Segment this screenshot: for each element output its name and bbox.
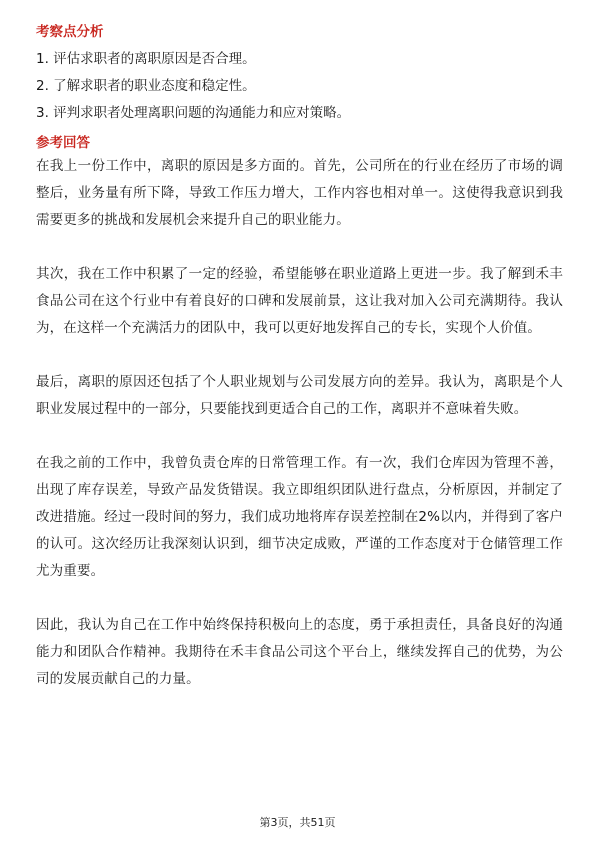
page-footer: 第3页，共51页 [259, 816, 336, 829]
list-item: 2. 了解求职者的职业态度和稳定性。 [36, 78, 256, 94]
section-heading-answer: 参考回答 [36, 135, 90, 151]
paragraph: 其次，我在工作中积累了一定的经验，希望能够在职业道路上更进一步。我了解到禾丰食品公司在这个行业中有着良好的口碑和发展前景，这让我对加入公司充满期待。我认为，在这样一个充满活力的团队中，我可以更好地发挥自己的专长，实现个人价值。 [36, 266, 563, 336]
page-content [36, 22, 563, 693]
section-heading-points: 考察点分析 [36, 24, 104, 40]
paragraph: 最后，离职的原因还包括了个人职业规划与公司发展方向的差异。我认为，离职是个人职业发展过程中的一部分，只要能找到更适合自己的工作，离职并不意味着失败。 [36, 374, 563, 417]
paragraph: 因此，我认为自己在工作中始终保持积极向上的态度，勇于承担责任，具备良好的沟通能力和团队合作精神。我期待在禾丰食品公司这个平台上，继续发挥自己的优势，为公司的发展贡献自己的力量。 [36, 617, 563, 687]
list-item: 3. 评判求职者处理离职问题的沟通能力和应对策略。 [36, 105, 351, 121]
paragraph: 在我之前的工作中，我曾负责仓库的日常管理工作。有一次，我们仓库因为管理不善，出现了库存误差，导致产品发货错误。我立即组织团队进行盘点，分析原因，并制定了改进措施。经过一段时间的努力，我们成功地将库存误差控制在2%以内，并得到了客户的认可。这次经历让我深刻认识到，细节决定成败，严谨的工作态度对于仓储管理工作尤为重要。 [36, 455, 563, 579]
points-list [36, 46, 563, 127]
list-item: 1. 评估求职者的离职原因是否合理。 [36, 51, 256, 67]
paragraph: 在我上一份工作中，离职的原因是多方面的。首先，公司所在的行业在经历了市场的调整后，业务量有所下降，导致工作压力增大，工作内容也相对单一。这使得我意识到我需要更多的挑战和发展机会来提升自己的职业能力。 [36, 158, 563, 228]
